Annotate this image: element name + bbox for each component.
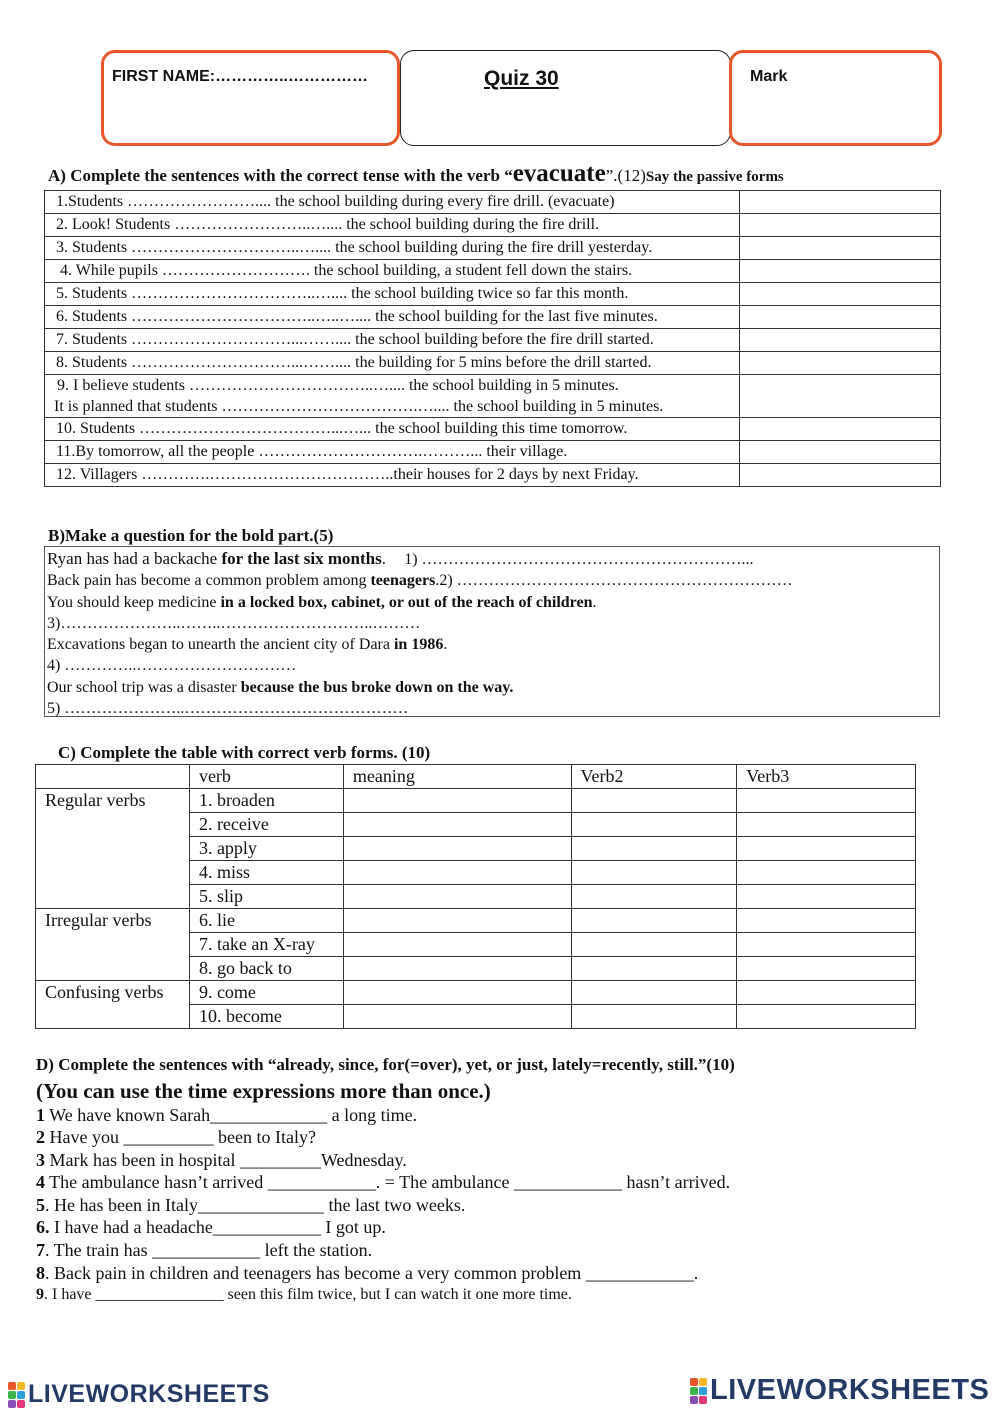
item-text[interactable]: Mark has been in hospital _________Wednesday. [45,1150,407,1170]
table-row [45,329,941,352]
meaning-cell[interactable] [343,861,571,885]
verb-cell: 9. come [189,981,343,1005]
table-row [36,789,916,813]
section-a-title [48,160,784,188]
quiz-title-box [400,50,731,146]
liveworksheets-logo-right [690,1374,989,1407]
answer-cell[interactable] [740,214,941,237]
verb2-cell[interactable] [571,933,737,957]
logo-square [8,1391,16,1399]
verb-cell: 10. become [189,1005,343,1029]
verb-cell: 7. take an X-ray [189,933,343,957]
header-cell: Verb3 [737,765,916,789]
section-b-title: B)Make a question for the bold part.(5) [48,526,334,545]
verb3-cell[interactable] [737,909,916,933]
name-box [101,50,400,146]
first-name-label: FIRST NAME:…………..…………… [112,68,368,85]
table-row [45,260,941,283]
sentence-cell: 2. Look! Students ……………………..….... the school building during the fire drill. [45,214,740,237]
q2-text: Back pain has become a common problem among [47,572,371,590]
answer-cell[interactable] [740,306,941,329]
sentence-cell: 4. While pupils ………………………. the school building, a student fell down the stairs. [45,260,740,283]
verb3-cell[interactable] [737,789,916,813]
verb3-cell[interactable] [737,813,916,837]
q3-text: You should keep medicine [47,593,221,611]
q5-bold: because the bus broke down on the way. [240,678,514,696]
meaning-cell[interactable] [343,1005,571,1029]
item-number: 7 [36,1240,45,1260]
sentence-cell: 7. Students …………………………...…….... the school building before the fire drill started. [45,329,740,352]
verb-cell: 1. broaden [189,789,343,813]
sentence-cell: 1.Students …………………….... the school building during every fire drill. (evacuate) [45,191,740,214]
verb2-cell[interactable] [571,789,737,813]
exercise-item-7 [36,1240,372,1261]
answer-cell[interactable] [740,352,941,375]
table-row [45,214,941,237]
verb-cell: 3. apply [189,837,343,861]
meaning-cell[interactable] [343,813,571,837]
sentence-cell: 8. Students …………………………...…….... the building for 5 mins before the drill started. [45,352,740,375]
question-4 [47,634,939,655]
table-row [45,237,941,260]
verb2-cell[interactable] [571,861,737,885]
answer-cell[interactable] [740,441,941,464]
item-text[interactable]: I have had a headache____________ I got up. [49,1217,386,1237]
question-1 [47,548,939,570]
answer-cell[interactable] [740,260,941,283]
logo-square [17,1391,25,1399]
verb2-cell[interactable] [571,1005,737,1029]
sentence-line: 9. I believe students ……………………………..….... the school building in 5 minutes. [57,377,619,394]
answer-line-4[interactable]: 4) …………..………………………… [47,657,297,675]
verb-cell: 8. go back to [189,957,343,981]
meaning-cell[interactable] [343,933,571,957]
verb3-cell[interactable] [737,885,916,909]
header-cell: meaning [343,765,571,789]
item-number: 6. [36,1217,50,1237]
table-row [36,981,916,1005]
meaning-cell[interactable] [343,837,571,861]
logo-square [699,1378,707,1386]
q3-bold: in a locked box, cabinet, or out of the reach of children [220,593,593,611]
verb2-cell[interactable] [571,957,737,981]
logo-text: LIVEWORKSHEETS [28,1380,270,1408]
item-number: 5 [36,1195,45,1215]
mark-box [729,50,942,146]
section-b-box [44,546,940,717]
meaning-cell[interactable] [343,981,571,1005]
answer-cell[interactable] [740,418,941,441]
q5-text: Our school trip was a disaster [47,678,241,696]
section-a-points: ”.(12) [605,166,646,185]
item-number: 9 [36,1286,44,1303]
item-text[interactable]: . The train has ____________ left the station. [45,1240,373,1260]
q1-bold: for the last six months [221,549,382,568]
item-text[interactable]: We have known Sarah_____________ a long time. [45,1105,418,1125]
sentence-line: It is planned that students ……………………………….….... the school building in 5 minutes. [54,398,664,415]
table-row [45,352,941,375]
table-row [45,441,941,464]
item-text[interactable]: . Back pain in children and teenagers has become a very common problem ____________. [45,1263,699,1283]
verb-cell: 4. miss [189,861,343,885]
item-number: 3 [36,1150,45,1170]
header-cell: Verb2 [571,765,737,789]
verb3-cell[interactable] [737,1005,916,1029]
q3-end: . [592,593,597,611]
answer-cell[interactable] [740,464,941,487]
answer-line-1[interactable]: 1) ……………………………………………………... [404,551,754,568]
exercise-item-1 [36,1105,417,1126]
table-row [45,464,941,487]
quiz-title: Quiz 30 [484,67,559,90]
table-row [45,375,941,418]
section-a-verb: evacuate [512,160,606,187]
q2-bold: teenagers [370,572,436,590]
exercise-item-9 [36,1286,572,1304]
exercise-item-5 [36,1195,465,1216]
verb-cell: 5. slip [189,885,343,909]
section-a-table [44,190,941,487]
header-cell: verb [189,765,343,789]
logo-square [17,1400,25,1408]
logo-square [8,1400,16,1408]
group-label: Confusing verbs [36,981,190,1029]
item-number: 4 [36,1172,45,1192]
answer-cell[interactable] [740,191,941,214]
meaning-cell[interactable] [343,789,571,813]
exercise-item-2 [36,1127,316,1148]
section-d-subtitle: (You can use the time expressions more than once.) [36,1079,491,1103]
answer-line-2[interactable]: .2) ……………………………………………………… [435,572,793,590]
table-row [45,191,941,214]
sentence-cell: 11.By tomorrow, all the people ………………………….………... their village. [45,441,740,464]
logo-square [690,1378,698,1386]
q1-text: Ryan has had a backache [47,549,222,568]
answer-cell[interactable] [740,237,941,260]
logo-square [690,1387,698,1395]
mark-label: Mark [750,68,788,85]
verb3-cell[interactable] [737,957,916,981]
q4-bold: in 1986 [393,636,444,654]
logo-square [699,1396,707,1404]
table-header-row [36,765,916,789]
q4-end: . [443,636,448,654]
section-a-title-text: A) Complete the sentences with the correct tense with the verb “ [48,166,513,185]
section-c-title: C) Complete the table with correct verb forms. (10) [58,743,431,762]
answer-line-5[interactable]: 5) …………………..…………………………………… [47,700,409,718]
exercise-item-6 [36,1217,386,1238]
verb2-cell[interactable] [571,981,737,1005]
liveworksheets-logo-icon [690,1378,707,1404]
meaning-cell[interactable] [343,909,571,933]
sentence-cell: 12. Villagers ………….……………………………..their houses for 2 days by next Friday. [45,464,740,487]
verb2-cell[interactable] [571,837,737,861]
liveworksheets-logo-left [8,1380,270,1409]
sentence-cell: 10. Students ………………………………...…... the school building this time tomorrow. [45,418,740,441]
table-row [45,306,941,329]
verb-table [35,764,916,1029]
answer-cell[interactable] [740,375,941,418]
logo-square [699,1387,707,1395]
verb3-cell[interactable] [737,861,916,885]
answer-cell[interactable] [740,329,941,352]
item-number: 2 [36,1127,45,1147]
verb3-cell[interactable] [737,837,916,861]
answer-cell[interactable] [740,283,941,306]
meaning-cell[interactable] [343,885,571,909]
item-text[interactable]: . He has been in Italy______________ the last two weeks. [45,1195,466,1215]
verb3-cell[interactable] [737,933,916,957]
verb-cell: 2. receive [189,813,343,837]
item-number: 8 [36,1263,45,1283]
table-row [45,418,941,441]
logo-square [17,1382,25,1390]
question-2 [47,570,939,591]
verb3-cell[interactable] [737,981,916,1005]
q1-end: . [381,549,386,568]
verb2-cell[interactable] [571,885,737,909]
q4-text: Excavations began to unearth the ancient city of Dara [47,636,394,654]
header-cell [36,765,190,789]
section-a-note: Say the passive forms [645,169,784,185]
item-text[interactable]: The ambulance hasn’t arrived ____________. = The ambulance ____________ hasn’t arrived. [45,1172,731,1192]
answer-line-3[interactable]: 3)…………………..……..………………………..……… [47,614,421,632]
verb2-cell[interactable] [571,813,737,837]
verb-cell: 6. lie [189,909,343,933]
sentence-cell: 3. Students …………………………..….... the school building during the fire drill yesterday. [45,237,740,260]
sentence-cell: 6. Students ……………………………..…..….... the school building for the last five minutes. [45,306,740,329]
question-5 [47,677,939,698]
section-d-title: D) Complete the sentences with “already, since, for(=over), yet, or just, lately=recently, still.”(10) [36,1055,735,1074]
meaning-cell[interactable] [343,957,571,981]
question-3 [47,592,939,613]
liveworksheets-logo-icon [8,1382,25,1408]
verb2-cell[interactable] [571,909,737,933]
item-number: 1 [36,1105,45,1125]
item-text[interactable]: . I have ________________ seen this film twice, but I can watch it one more time. [44,1286,572,1303]
logo-square [690,1396,698,1404]
sentence-cell: 5. Students ……………………………..….... the school building twice so far this month. [45,283,740,306]
exercise-item-8 [36,1263,698,1284]
logo-text: LIVEWORKSHEETS [710,1374,990,1406]
exercise-item-4 [36,1172,730,1193]
item-text[interactable]: Have you __________ been to Italy? [45,1127,316,1147]
group-label: Irregular verbs [36,909,190,981]
exercise-item-3 [36,1150,407,1171]
table-row [45,283,941,306]
table-row [36,909,916,933]
group-label: Regular verbs [36,789,190,909]
sentence-cell [45,375,740,418]
logo-square [8,1382,16,1390]
